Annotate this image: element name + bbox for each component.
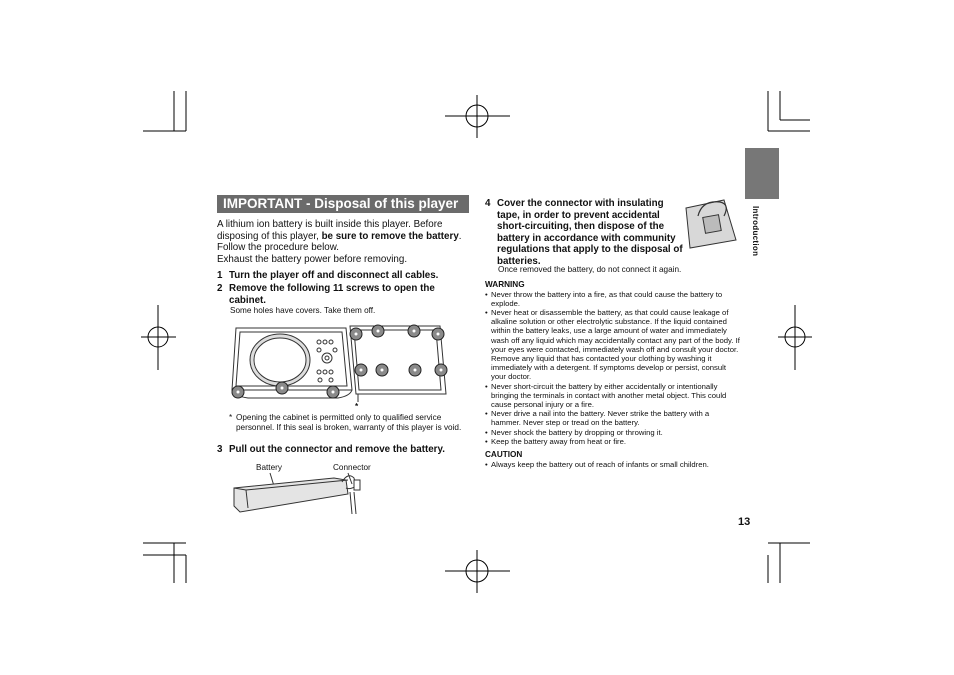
caution-item: • Always keep the battery out of reach of infants or small children.: [485, 460, 741, 469]
caution-title: CAUTION: [485, 450, 523, 460]
warning-item: • Never shock the battery by dropping or throwing it.: [485, 428, 741, 437]
step-number: 1: [217, 270, 223, 281]
step-number: 4: [485, 198, 491, 209]
step-1: [217, 270, 473, 282]
step-2: [217, 283, 457, 306]
step-4: [485, 198, 685, 267]
warning-item: • Never throw the battery into a fire, as that could cause the battery to explode.: [485, 290, 741, 308]
battery-body: [234, 478, 348, 512]
step-4-note: Once removed the battery, do not connect it again.: [498, 265, 682, 274]
page-number: 13: [738, 516, 751, 528]
intro-paragraph: [217, 219, 473, 254]
intro-emphasis: be sure to remove the battery: [321, 230, 459, 242]
warning-section: [485, 280, 741, 469]
intro-text-end: . Follow the procedure below.: [217, 230, 462, 253]
step-text: Cover the connector with insulating tape, in order to prevent accidental short-circuiting, then dispose of the battery in accordance with community regulations that apply to the disposal of batteries.: [497, 198, 683, 267]
connector-label: Connector: [333, 463, 371, 472]
step-number: 2: [217, 283, 223, 294]
warning-list: [485, 290, 741, 446]
intro-text: A lithium ion battery is built inside this player. Before disposing of this player,: [217, 219, 443, 242]
cabinet-screws-figure: [228, 320, 458, 415]
warning-title: WARNING: [485, 280, 525, 289]
section-heading: IMPORTANT - Disposal of this player: [217, 195, 469, 213]
battery-label: Battery: [256, 463, 282, 472]
section-tab: [745, 148, 779, 199]
warning-item: • Never short-circuit the battery by either accidentally or intentionally bringing the terminals in contact with another metal object. This could cause personal injury or a fire.: [485, 382, 741, 410]
footnote-text: Opening the cabinet is permitted only to qualified service personnel. If this seal is broken, warranty of this player is void.: [236, 413, 462, 432]
step-text: Turn the player off and disconnect all cables.: [229, 270, 439, 281]
footnote-marker: *: [229, 413, 233, 422]
step-text: Remove the following 11 screws to open the cabinet.: [229, 283, 435, 306]
step-3: [217, 444, 473, 456]
taped-connector-figure: [684, 196, 740, 252]
connector-plug: [354, 480, 360, 490]
exhaust-text: Exhaust the battery power before removing.: [217, 254, 408, 265]
tape: [703, 215, 722, 234]
section-tab-label: Introduction: [751, 206, 760, 257]
step-text: Pull out the connector and remove the battery.: [229, 444, 445, 455]
caution-list: [485, 460, 741, 469]
player-back-body: [350, 326, 446, 394]
step-number: 3: [217, 444, 223, 455]
battery-figure: [230, 470, 365, 515]
seal-asterisk: *: [355, 402, 359, 411]
footnote: [229, 413, 469, 432]
warning-item: • Never heat or disassemble the battery, as that could cause leakage of alkaline solution or other electrolytic substance. If the liquid contained within the battery leaks, use a large amount of water and immediately wash off any liquid which may accidentally contact any part of the body. If your eyes were contacted, immediately wash off and consult your doctor. Remove any liquid that has contacted your clothing by washing it immediately with a detergent. If symptoms develop or persist, consult your doctor.: [485, 308, 741, 382]
step-2-note: Some holes have covers. Take them off.: [230, 306, 376, 315]
warning-item: • Never drive a nail into the battery. Never strike the battery with a hammer. Never step or tread on the battery.: [485, 409, 741, 427]
warning-item: • Keep the battery away from heat or fire.: [485, 437, 741, 446]
